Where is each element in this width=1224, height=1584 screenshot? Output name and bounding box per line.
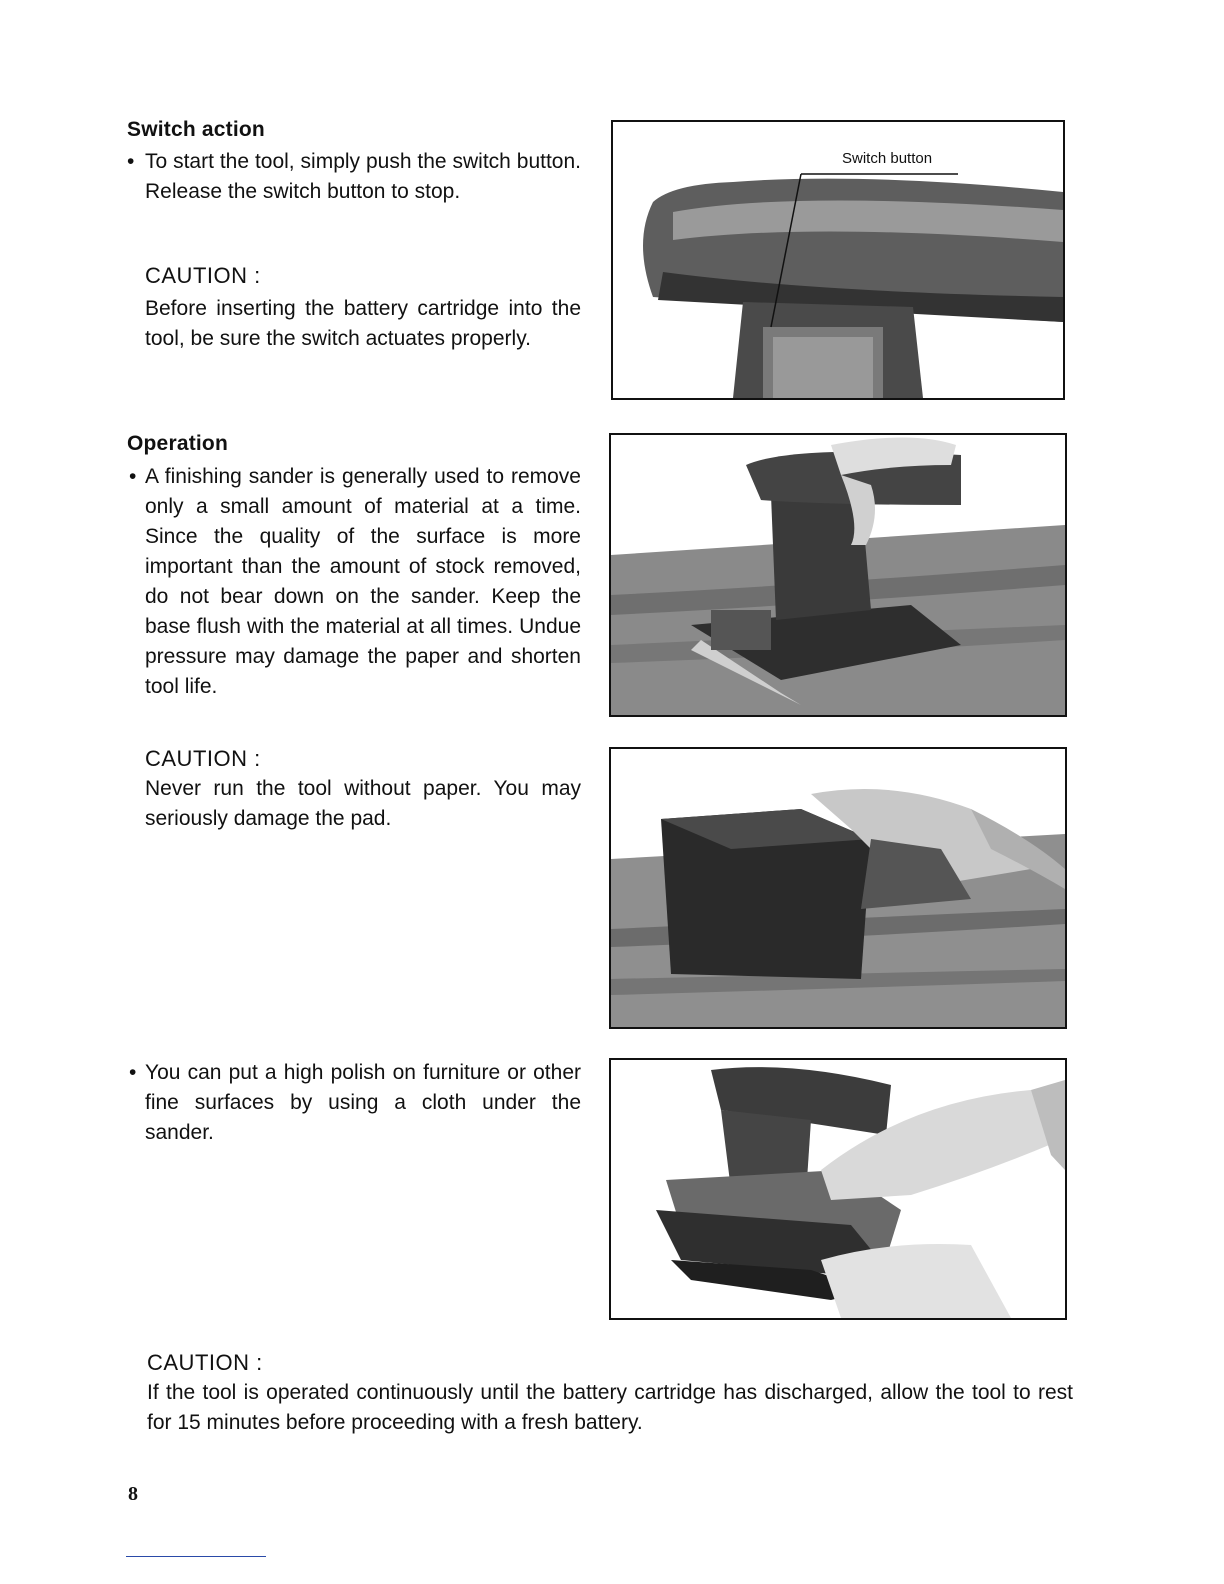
final-caution-text: If the tool is operated continuously until the battery cartridge has discharged, allow the tool to rest for 15 minutes before proceeding with a fresh battery. [147, 1381, 1073, 1434]
figure-polish [609, 1058, 1067, 1320]
figure-sanding [609, 433, 1067, 717]
final-caution-label: CAUTION : [147, 1350, 263, 1375]
switch-action-text: To start the tool, simply push the switch button. Release the switch button to stop. [145, 150, 581, 203]
page-number: 8 [128, 1483, 138, 1505]
switch-caution-text: Before inserting the battery cartridge into the tool, be sure the switch actuates properly. [145, 297, 581, 350]
figure-polish-illustration [611, 1060, 1065, 1318]
figure-sanding-illustration [611, 435, 1065, 715]
bullet-operation: • [129, 465, 137, 488]
polish-text: You can put a high polish on furniture or other fine surfaces by using a cloth under the sander. [145, 1061, 581, 1144]
operation-caution-text: Never run the tool without paper. You may seriously damage the pad. [145, 777, 581, 830]
bullet-polish: • [129, 1061, 137, 1084]
operation-caution-label: CAUTION : [145, 746, 261, 771]
figure-switch-button-illustration [613, 122, 1063, 398]
switch-action-heading: Switch action [127, 118, 265, 141]
switch-button-callout: Switch button [842, 150, 933, 167]
figure-pad-illustration [611, 749, 1065, 1027]
operation-text: A finishing sander is generally used to remove only a small amount of material at a time. Since the quality of the surface is more important than the amount of stock removed, do not bear down on the sander. Keep the base flush with the material at all times. Undue pressure may damage the paper and shorten tool life. [145, 465, 581, 698]
footer-rule [126, 1556, 266, 1557]
figure-pad [609, 747, 1067, 1029]
operation-heading: Operation [127, 432, 228, 455]
figure-switch-button [611, 120, 1065, 400]
switch-caution-label: CAUTION : [145, 263, 261, 288]
bullet-switch-action: • [127, 150, 135, 173]
